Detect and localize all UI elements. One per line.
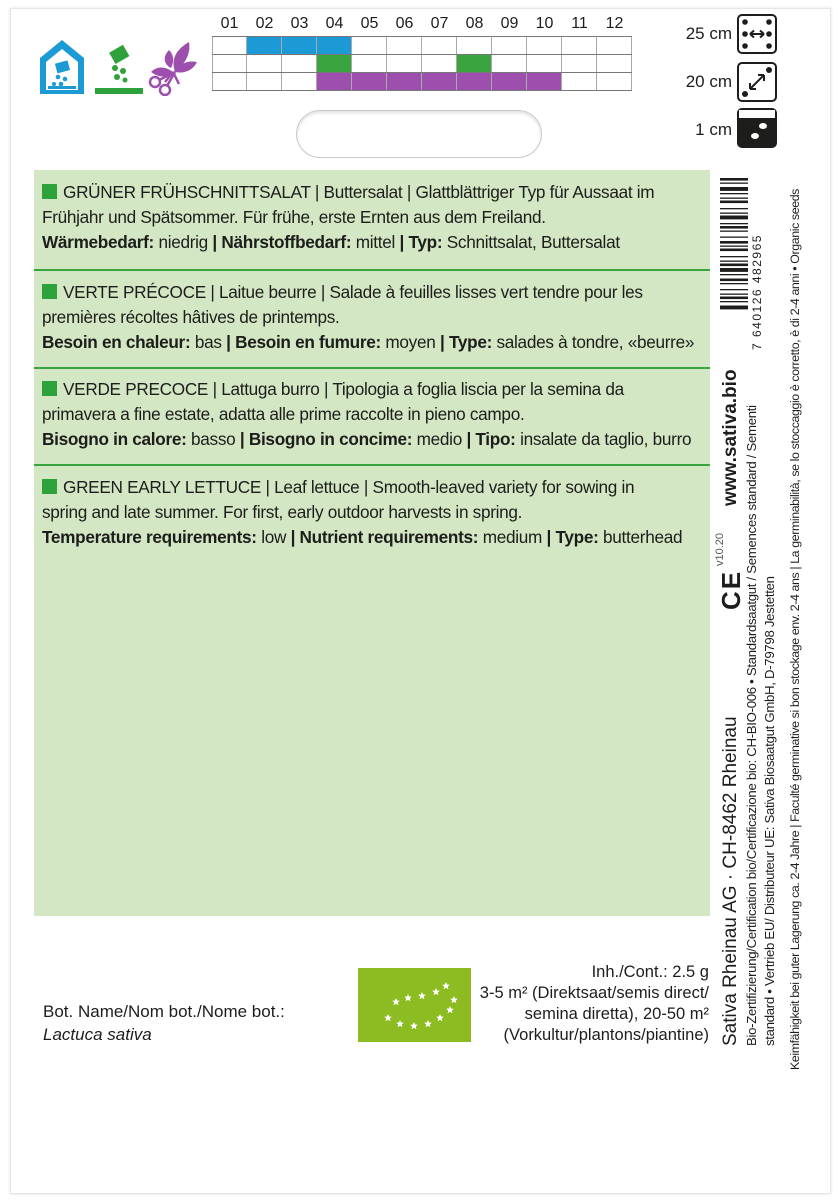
calendar-cell bbox=[282, 55, 317, 73]
sowing-depth-icon bbox=[737, 108, 777, 148]
calendar-cell bbox=[317, 37, 352, 55]
hang-hole bbox=[296, 110, 542, 158]
properties-line: Wärmebedarf: niedrig | Nährstoffbedarf: mittel | Typ: Schnittsalat, Buttersalat bbox=[42, 232, 620, 252]
row-spacing-icon bbox=[737, 14, 777, 54]
star-icon bbox=[392, 998, 400, 1005]
calendar-cell bbox=[422, 73, 457, 91]
calendar-cell bbox=[282, 37, 317, 55]
calendar-cell bbox=[562, 73, 597, 91]
calendar-cell bbox=[492, 73, 527, 91]
properties-line: Temperature requirements: low | Nutrient requirements: medium | Type: butterhead bbox=[42, 527, 683, 547]
star-icon bbox=[432, 988, 440, 995]
calendar-cell bbox=[527, 55, 562, 73]
calendar-cell bbox=[352, 73, 387, 91]
star-icon bbox=[450, 996, 458, 1003]
version-label: v10.20 bbox=[714, 532, 726, 566]
star-icon bbox=[418, 992, 426, 999]
properties-line: Besoin en chaleur: bas | Besoin en fumure: moyen | Type: salades à tondre, «beurre» bbox=[42, 332, 695, 352]
bullet-square-icon bbox=[42, 381, 57, 396]
divider bbox=[34, 367, 710, 369]
field-sowing-icon bbox=[95, 44, 143, 96]
title-line: VERDE PRECOCE | Lattuga burro | Tipologia a foglia liscia per la semina da bbox=[63, 379, 624, 399]
bullet-square-icon bbox=[42, 184, 57, 199]
barcode-digits: 7 640126 482965 bbox=[750, 234, 764, 350]
month-label: 06 bbox=[395, 15, 414, 32]
calendar-cell bbox=[597, 73, 632, 91]
month-label: 08 bbox=[465, 15, 484, 32]
month-label: 02 bbox=[255, 15, 274, 32]
month-label: 04 bbox=[325, 15, 344, 32]
title-line-2: spring and late summer. For first, early outdoor harvests in spring. bbox=[42, 502, 523, 522]
calendar-cell bbox=[387, 55, 422, 73]
month-label: 11 bbox=[571, 15, 588, 32]
germination-info: Keimfähigkeit bei guter Lagerung ca. 2-4 Jahre | Faculté germinative si bon stockage env. 2-4 ans | La germinabilità, se lo stoccaggio è corretto, è di 2-4 anni • Organic seeds bbox=[788, 189, 802, 1070]
calendar-cell bbox=[317, 73, 352, 91]
star-icon bbox=[396, 1020, 404, 1027]
calendar-cell bbox=[317, 55, 352, 73]
title-line: VERTE PRÉCOCE | Laitue beurre | Salade à feuilles lisses vert tendre pour les bbox=[63, 282, 643, 302]
calendar-cell bbox=[282, 73, 317, 91]
barcode bbox=[720, 176, 748, 350]
company-address: Sativa Rheinau AG · CH-8462 Rheinau bbox=[720, 716, 741, 1046]
calendar-cell bbox=[492, 37, 527, 55]
calendar-row-sowing-outdoor bbox=[212, 54, 632, 73]
properties-line: Bisogno in calore: basso | Bisogno in concime: medio | Tipo: insalate da taglio, burro bbox=[42, 429, 692, 449]
star-icon bbox=[384, 1014, 392, 1021]
star-icon bbox=[436, 1014, 444, 1021]
calendar-cell bbox=[352, 55, 387, 73]
month-label: 07 bbox=[430, 15, 449, 32]
star-icon bbox=[424, 1020, 432, 1027]
contents-line-1: Inh./Cont.: 2.5 g bbox=[591, 963, 709, 981]
botanical-name: Lactuca sativa bbox=[43, 1025, 152, 1044]
divider bbox=[34, 464, 710, 466]
calendar-cell bbox=[597, 55, 632, 73]
calendar-cell bbox=[387, 37, 422, 55]
ce-mark: CE bbox=[716, 569, 746, 610]
title-line: GRÜNER FRÜHSCHNITTSALAT | Buttersalat | Glattblättriger Typ für Aussaat im bbox=[63, 182, 655, 202]
title-line-2: primavera a fine estate, adatta alle prime raccolte in pieno campo. bbox=[42, 404, 525, 424]
calendar-cell bbox=[212, 55, 247, 73]
calendar-cell bbox=[247, 73, 282, 91]
title-line: GREEN EARLY LETTUCE | Leaf lettuce | Smooth-leaved variety for sowing in bbox=[63, 477, 635, 497]
month-label: 12 bbox=[605, 15, 624, 32]
star-icon bbox=[410, 1022, 418, 1029]
month-label: 09 bbox=[500, 15, 519, 32]
calendar-row-sowing-indoor bbox=[212, 36, 632, 55]
title-line-2: premières récoltes hâtives de printemps. bbox=[42, 307, 340, 327]
botanical-label: Bot. Name/Nom bot./Nome bot.: bbox=[43, 1002, 285, 1021]
calendar-cell bbox=[387, 73, 422, 91]
calendar-cell bbox=[422, 55, 457, 73]
description-it bbox=[42, 377, 710, 452]
month-header bbox=[212, 12, 632, 36]
calendar-cell bbox=[212, 73, 247, 91]
greenhouse-sowing-icon bbox=[38, 38, 86, 96]
calendar-cell bbox=[457, 55, 492, 73]
sowing-depth-label: 1 cm bbox=[695, 120, 732, 139]
divider bbox=[34, 269, 710, 271]
description-fr bbox=[42, 280, 710, 355]
bullet-square-icon bbox=[42, 284, 57, 299]
star-icon bbox=[446, 1006, 454, 1013]
contents-line-3: semina diretta), 20-50 m² bbox=[524, 1005, 709, 1023]
description-de bbox=[42, 180, 710, 255]
calendar-cell bbox=[597, 37, 632, 55]
description-panel bbox=[34, 170, 710, 916]
star-icon bbox=[442, 982, 450, 989]
calendar-cell bbox=[352, 37, 387, 55]
contents-line-2: 3-5 m² (Direktsaat/semis direct/ bbox=[479, 984, 709, 1002]
calendar-cell bbox=[422, 37, 457, 55]
contents-line-4: (Vorkultur/plantons/piantine) bbox=[503, 1026, 709, 1044]
month-label: 01 bbox=[220, 15, 239, 32]
bullet-square-icon bbox=[42, 479, 57, 494]
certification-line-1: Bio-Zertifizierung/Certification bio/Certificazione bio: CH-BIO-006 • Standardsaatgut / Semences standard / Sementi bbox=[744, 405, 759, 1046]
row-spacing-label: 25 cm bbox=[685, 24, 732, 43]
month-label: 03 bbox=[290, 15, 309, 32]
plant-spacing-icon bbox=[737, 62, 777, 102]
website-link[interactable]: www.sativa.bio bbox=[720, 369, 741, 506]
description-en bbox=[42, 475, 710, 550]
certification-line-2: standard • Vertrieb EU/ Distributeur UE: Sativa Biosaatgut GmbH, D-79798 Jestetten bbox=[762, 576, 777, 1046]
plant-spacing-label: 20 cm bbox=[685, 72, 732, 91]
calendar-cell bbox=[457, 73, 492, 91]
calendar-cell bbox=[457, 37, 492, 55]
calendar-cell bbox=[247, 55, 282, 73]
calendar-cell bbox=[562, 55, 597, 73]
calendar-cell bbox=[527, 37, 562, 55]
calendar-row-harvest bbox=[212, 72, 632, 91]
calendar-cell bbox=[212, 37, 247, 55]
calendar-cell bbox=[247, 37, 282, 55]
calendar-cell bbox=[562, 37, 597, 55]
harvest-scissors-icon bbox=[145, 38, 199, 96]
star-icon bbox=[404, 994, 412, 1001]
eu-organic-leaf-logo bbox=[358, 968, 471, 1042]
month-label: 10 bbox=[535, 15, 554, 32]
month-label: 05 bbox=[360, 15, 379, 32]
calendar-cell bbox=[527, 73, 562, 91]
calendar-cell bbox=[492, 55, 527, 73]
title-line-2: Frühjahr und Spätsommer. Für frühe, erste Ernten aus dem Freiland. bbox=[42, 207, 546, 227]
